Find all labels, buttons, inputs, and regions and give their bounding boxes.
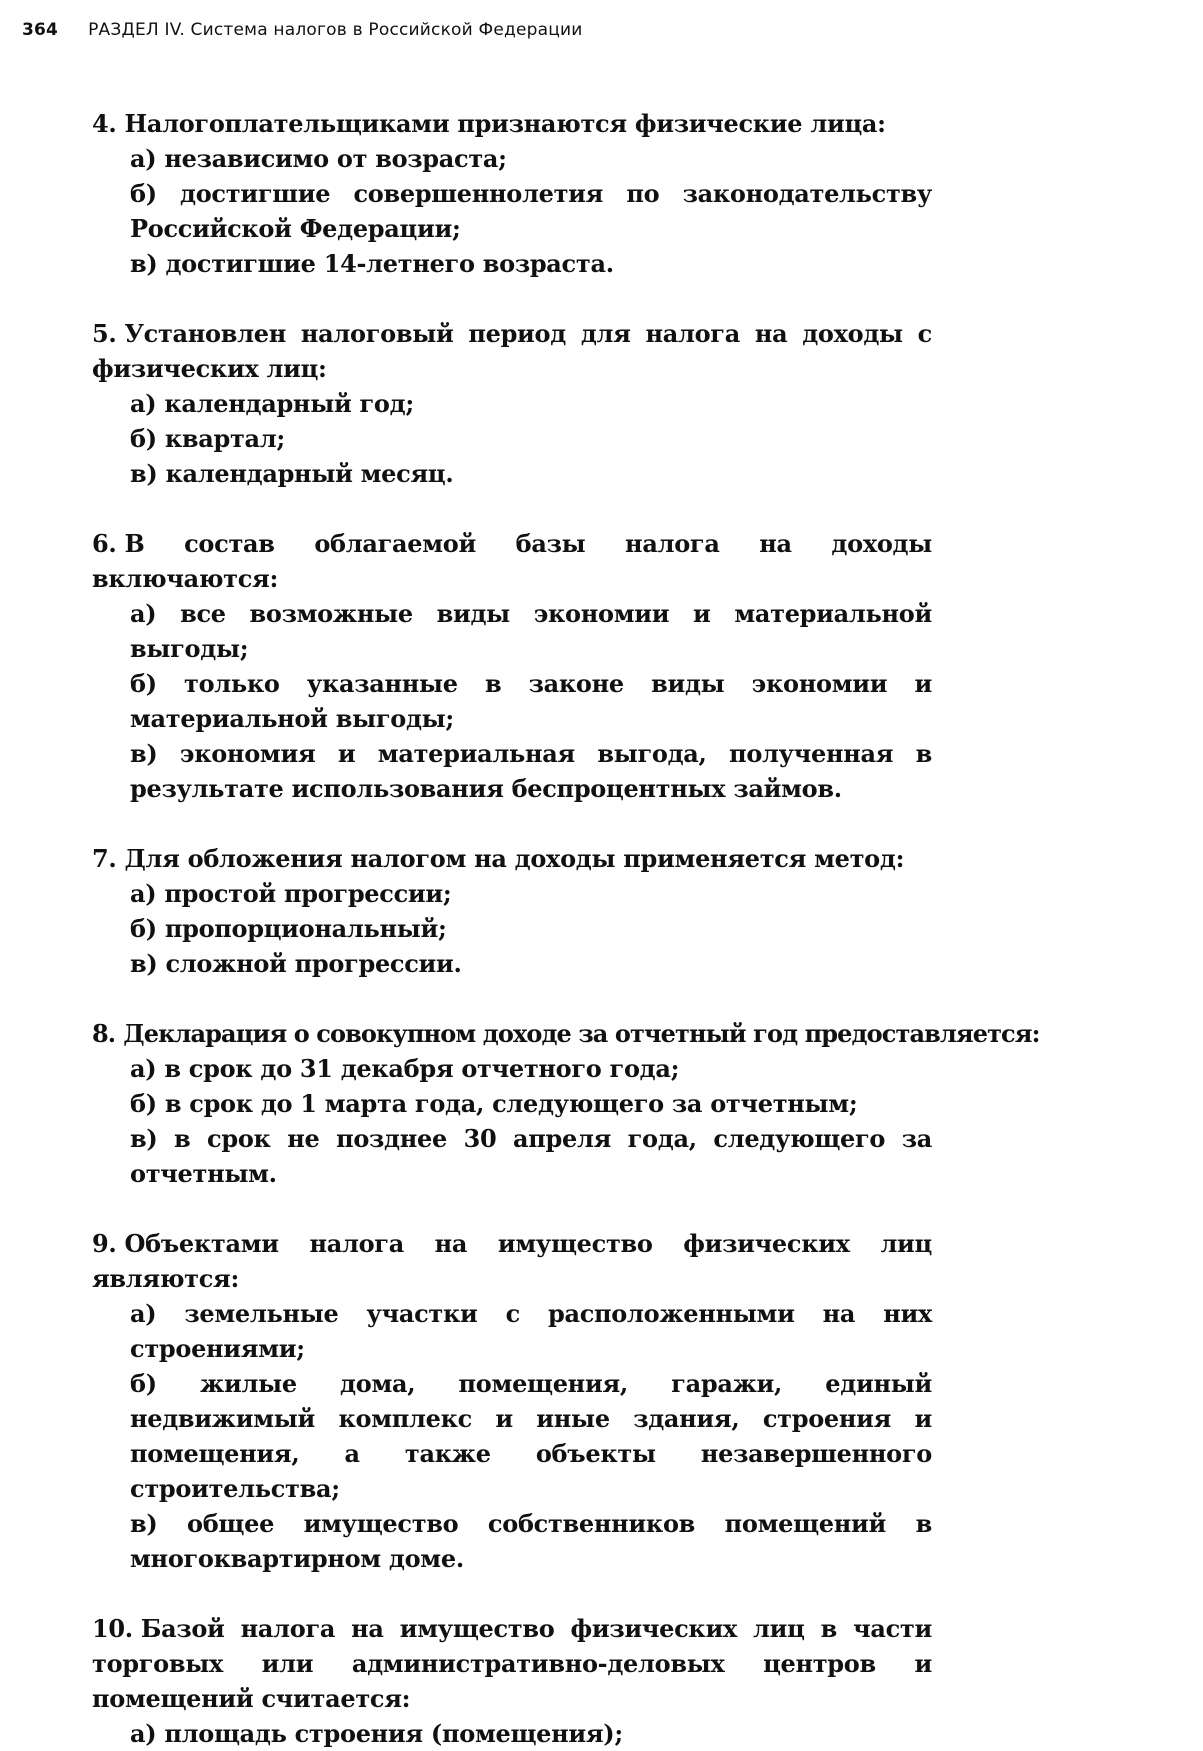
- answer-option: б) пропорциональный;: [130, 914, 447, 943]
- question-text: Объектами налога на имущество физических лиц являются:: [92, 1229, 932, 1293]
- answer-option: а) площадь строения (помещения);: [130, 1719, 623, 1748]
- question-7: [92, 841, 932, 981]
- answer-option: б) достигшие совершеннолетия по законодательству Российской Федерации;: [130, 179, 932, 243]
- running-title: РАЗДЕЛ IV. Система налогов в Российской Федерации: [88, 20, 583, 40]
- answer-option: б) квартал;: [130, 424, 285, 453]
- question-9: [92, 1226, 932, 1576]
- answer-option: а) земельные участки с расположенными на них строениями;: [130, 1299, 932, 1363]
- answer-option: б) только указанные в законе виды экономии и материальной выгоды;: [130, 669, 932, 733]
- answer-option: в) сложной прогрессии.: [130, 949, 462, 978]
- answer-option: а) независимо от возраста;: [130, 144, 507, 173]
- question-text: Установлен налоговый период для налога на доходы с физических лиц:: [92, 319, 932, 383]
- question-4: [92, 106, 932, 281]
- question-8: [92, 1016, 1040, 1191]
- answer-option: а) простой прогрессии;: [130, 879, 452, 908]
- page-number: 364: [22, 20, 59, 40]
- answer-option: в) экономия и материальная выгода, полученная в результате использования беспроцентных займов.: [130, 739, 932, 803]
- answer-option: а) в срок до 31 декабря отчетного года;: [130, 1054, 680, 1083]
- question-number: 8.: [92, 1019, 116, 1048]
- question-number: 9.: [92, 1229, 117, 1258]
- running-header: [22, 20, 583, 40]
- answer-option: б) жилые дома, помещения, гаражи, единый недвижимый комплекс и иные здания, строения и помещения, а также объекты незавершенного строительства;: [130, 1369, 932, 1503]
- answer-option: а) все возможные виды экономии и материальной выгоды;: [130, 599, 932, 663]
- answer-option: в) достигшие 14-летнего возраста.: [130, 249, 614, 278]
- question-text: Декларация о совокупном доходе за отчетный год предоставляется:: [123, 1019, 1040, 1048]
- question-text: Базой налога на имущество физических лиц в части торговых или административно-деловых центров и помещений считается:: [92, 1614, 932, 1713]
- question-text: Налогоплательщиками признаются физические лица:: [124, 109, 886, 138]
- question-number: 4.: [92, 109, 117, 138]
- question-number: 7.: [92, 844, 117, 873]
- question-list: [92, 106, 1040, 1751]
- question-10: [92, 1611, 932, 1751]
- question-6: [92, 526, 932, 806]
- question-text: Для обложения налогом на доходы применяется метод:: [124, 844, 905, 873]
- answer-option: в) в срок не позднее 30 апреля года, следующего за отчетным.: [130, 1124, 932, 1188]
- question-number: 5.: [92, 319, 117, 348]
- answer-option: в) общее имущество собственников помещений в многоквартирном доме.: [130, 1509, 932, 1573]
- question-number: 10.: [92, 1614, 133, 1643]
- question-text: В состав облагаемой базы налога на доходы включаются:: [92, 529, 932, 593]
- answer-option: б) в срок до 1 марта года, следующего за отчетным;: [130, 1089, 858, 1118]
- answer-option: в) календарный месяц.: [130, 459, 454, 488]
- question-number: 6.: [92, 529, 117, 558]
- answer-option: а) календарный год;: [130, 389, 414, 418]
- question-5: [92, 316, 932, 491]
